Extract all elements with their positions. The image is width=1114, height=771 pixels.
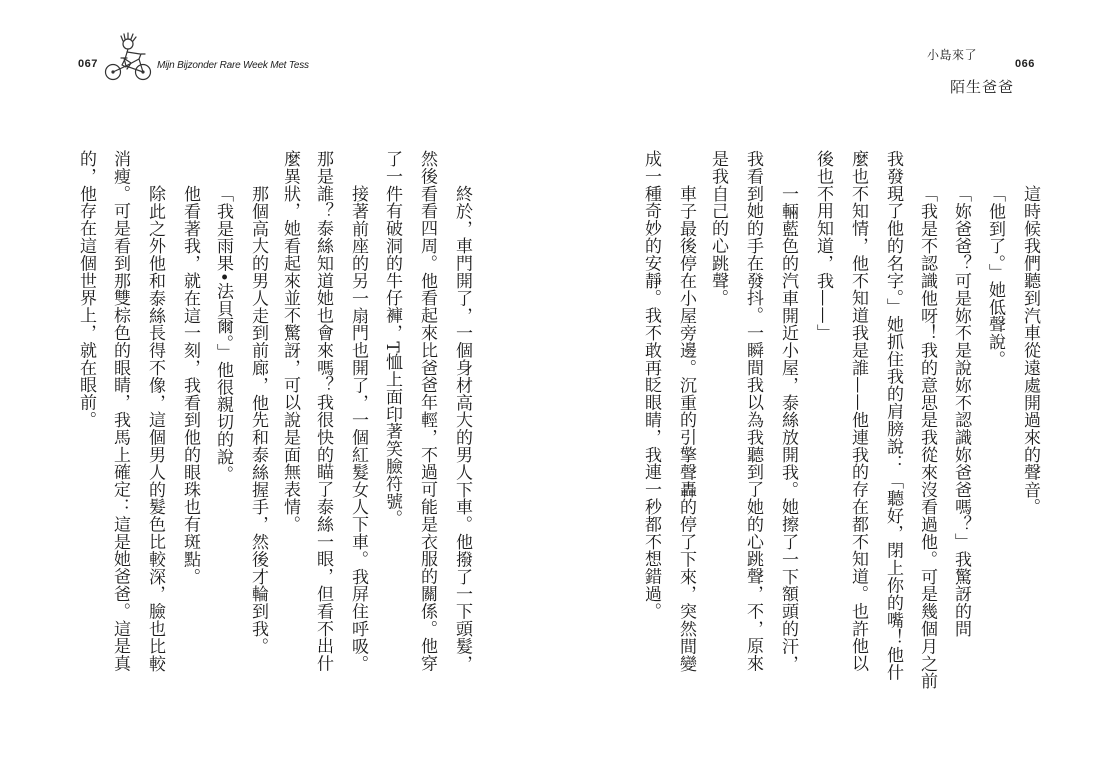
page-number: 067 [78, 58, 98, 70]
text-column: 後也不用知道，我——」 [813, 150, 833, 342]
text-column: 是我自己的心跳聲。 [708, 150, 728, 307]
text-column: 「我是雨果•法貝爾。」他很親切的說。 [213, 185, 233, 483]
right-page [557, 0, 1114, 771]
text-column: 那是誰？泰絲知道她也會來嗎？我很快的瞄了泰絲一眼，但看不出什 [313, 150, 333, 672]
running-title: Mijn Bijzonder Rare Week Met Tess [157, 60, 309, 71]
text-column: 麼也不知情，他不知道我是誰——他連我的存在都不知道。也許他以 [848, 150, 868, 672]
text-column: 這時候我們聽到汽車從遠處開過來的聲音。 [1020, 185, 1040, 516]
text-column: 的，他存在這個世界上，就在眼前。 [76, 150, 96, 429]
text-column: 他看著我，就在這一刻，我看到他的眼珠也有斑點。 [180, 185, 200, 586]
page-number: 066 [1015, 58, 1035, 70]
text-column: 然後看看四周。他看起來比爸爸年輕，不過可能是衣服的關係。他穿 [417, 150, 437, 672]
text-column: 「我是不認識他呀！我的意思是我從來沒看過他。可是幾個月之前 [917, 185, 937, 690]
text-column: 我看到她的手在發抖。一瞬間我以為我聽到了她的心跳聲，不，原來 [743, 150, 763, 672]
text-column: 接著前座的另一扇門也開了，一個紅髮女人下車。我屏住呼吸。 [348, 185, 368, 673]
text-column: 車子最後停在小屋旁邊。沉重的引擎聲轟的停了下來，突然間變 [676, 185, 696, 673]
bicycle-rider-icon [100, 32, 160, 84]
text-column: 了一件有破洞的牛仔褲，T恤上面印著笑臉符號。 [382, 150, 402, 528]
running-title-line-1: 小島來了 [927, 48, 978, 62]
text-column: 那個高大的男人走到前廊，他先和泰絲握手，然後才輪到我。 [248, 185, 268, 655]
text-column: 麼異狀，她看起來並不驚訝，可以說是面無表情。 [280, 150, 300, 533]
text-column: 我發現了他的名字。」她抓住我的肩膀說：「聽好，閉上你的嘴！他什 [883, 150, 903, 681]
text-column: 成一種奇妙的安靜。我不敢再眨眼睛，我連一秒都不想錯過。 [641, 150, 661, 620]
text-column: 「妳爸爸？可是妳不是說妳不認識妳爸爸嗎？」我驚訝的問 [951, 185, 971, 638]
text-column: 終於，車門開了，一個身材高大的男人下車。他撥了一下頭髮， [452, 185, 472, 673]
running-title-line-2: 陌生爸爸 [950, 78, 1015, 96]
text-column: 「他到了。」她低聲說。 [985, 185, 1005, 368]
text-column: 除此之外他和泰絲長得不像，這個男人的髮色比較深，臉也比較 [145, 185, 165, 673]
text-column: 一輛藍色的汽車開近小屋，泰絲放開我。她擦了一下額頭的汗， [778, 185, 798, 673]
text-column: 消瘦。可是看到那雙棕色的眼睛，我馬上確定：這是她爸爸。這是真 [110, 150, 130, 672]
